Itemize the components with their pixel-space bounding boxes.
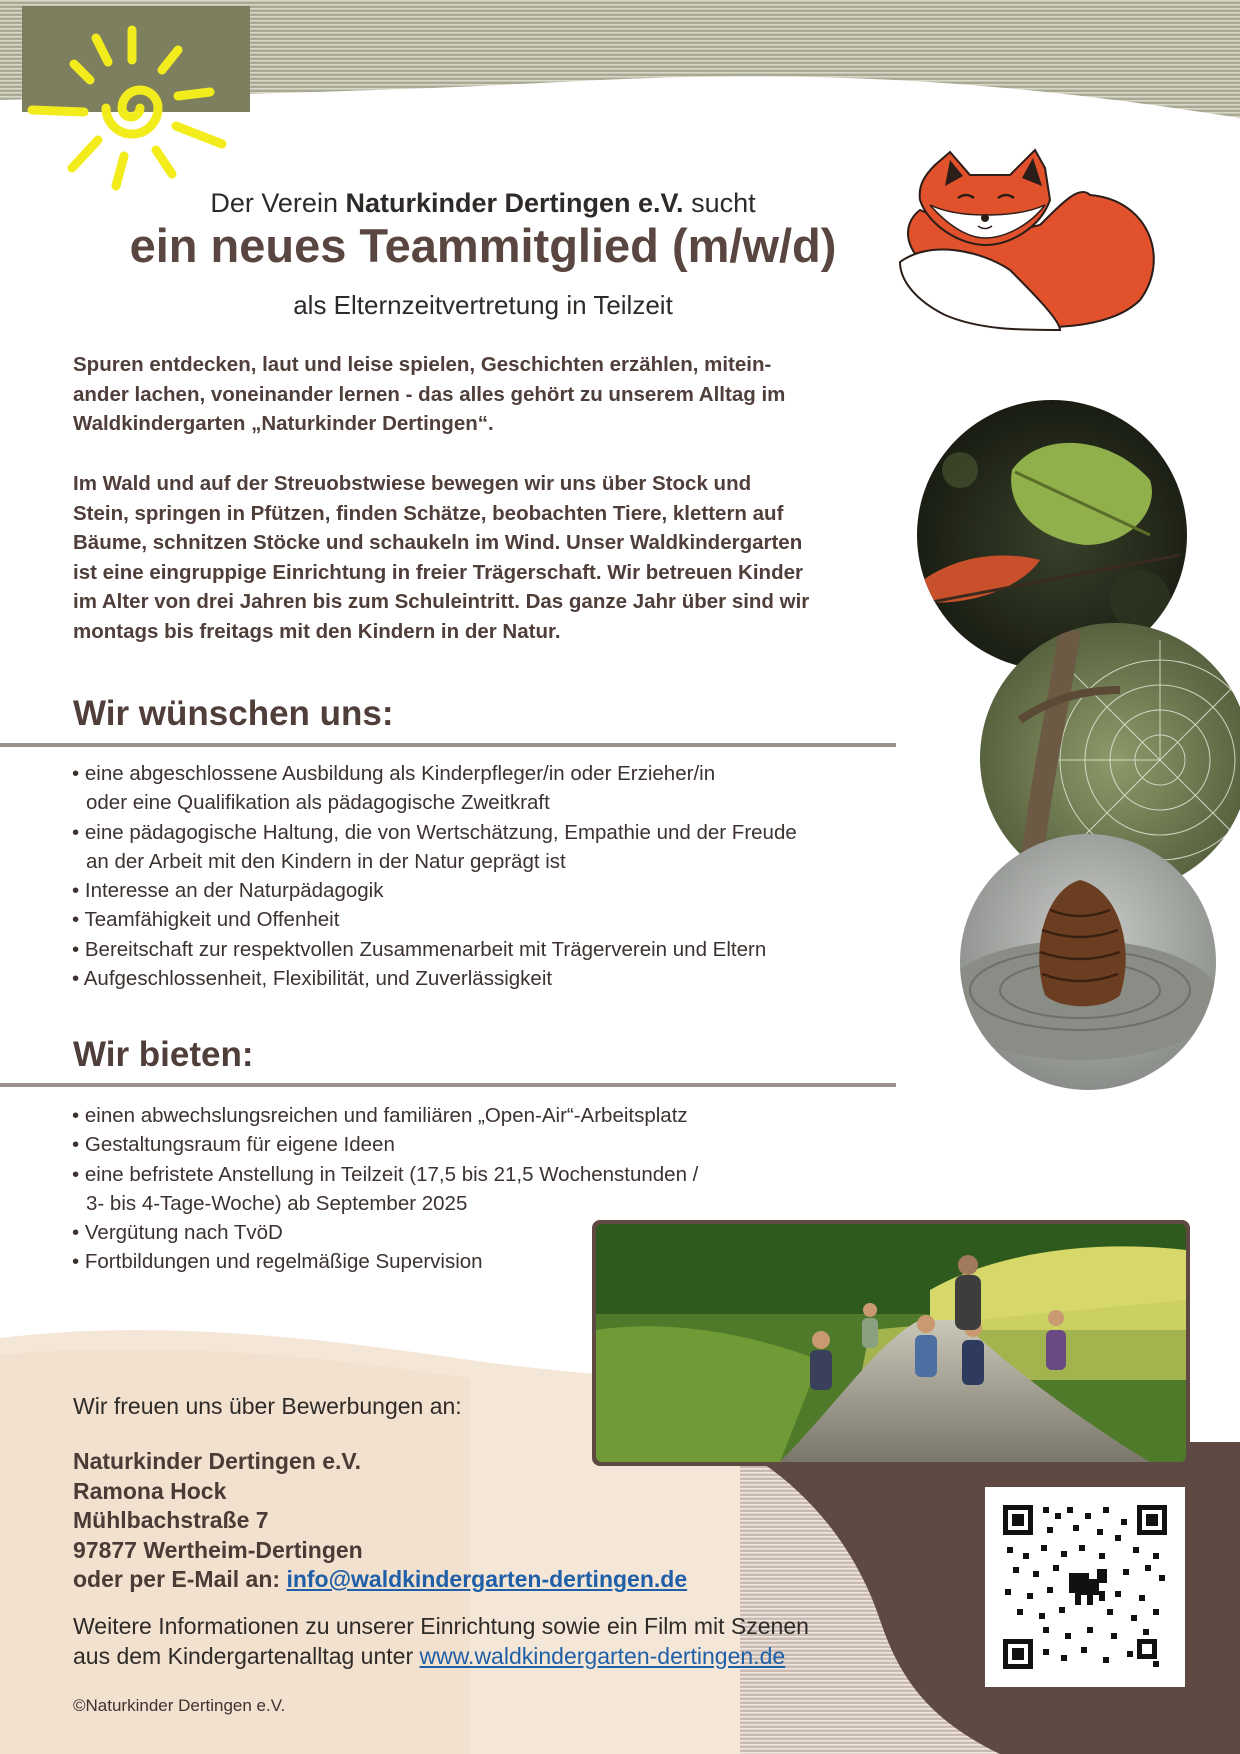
list-item-text: eine pädagogische Haltung, die von Wertschätzung, Empathie und der Freude bbox=[84, 820, 797, 844]
list-item-text: an der Arbeit mit den Kindern in der Natur geprägt ist bbox=[86, 849, 566, 873]
email-prefix: oder per E-Mail an: bbox=[73, 1566, 287, 1592]
contact-city: 97877 Wertheim-Dertingen bbox=[73, 1536, 363, 1563]
list-item-text: oder eine Qualifikation als pädagogische Zweitkraft bbox=[86, 791, 550, 815]
paragraph-line: ander lachen, voneinander lernen - das alles gehört zu unserem Alltag im bbox=[73, 382, 786, 406]
list-item bbox=[72, 876, 912, 905]
subtitle: als Elternzeitvertretung in Teilzeit bbox=[293, 290, 673, 320]
paragraph-line: montags bis freitags mit den Kindern in der Natur. bbox=[73, 619, 561, 643]
contact-email-line bbox=[73, 1565, 687, 1595]
contact-org: Naturkinder Dertingen e.V. bbox=[73, 1448, 362, 1474]
list-item-text: eine abgeschlossene Ausbildung als Kinderpfleger/in oder Erzieher/in bbox=[84, 762, 716, 785]
fox-icon bbox=[900, 150, 1154, 330]
intro-prefix: Der Verein bbox=[210, 188, 346, 218]
paragraph-line: Spuren entdecken, laut und leise spielen, Geschichten erzählen, mitein- bbox=[73, 353, 772, 376]
intro-line bbox=[73, 188, 893, 219]
list-item-text: Fortbildungen und regelmäßige Supervision bbox=[84, 1250, 483, 1274]
page-title: ein neues Teammitglied (m/w/d) bbox=[129, 219, 837, 272]
contact-street: Mühlbachstraße 7 bbox=[73, 1507, 269, 1533]
description-paragraph bbox=[73, 469, 908, 646]
more-info-prefix: aus dem Kindergartenalltag unter bbox=[73, 1642, 420, 1669]
email-link[interactable]: info@waldkindergarten-dertingen.de bbox=[286, 1566, 688, 1592]
list-item-text: Interesse an der Naturpädagogik bbox=[84, 879, 384, 903]
list-item bbox=[72, 905, 912, 934]
paragraph-line: Bäume, schnitzen Stöcke und schaukeln im Wind. Unser Waldkindergarten bbox=[73, 531, 803, 554]
offers-list bbox=[72, 1101, 912, 1277]
list-item-text: eine befristete Anstellung in Teilzeit (17,5 bis 21,5 Wochenstunden / bbox=[84, 1162, 699, 1186]
list-item bbox=[72, 818, 912, 877]
contact-address bbox=[73, 1447, 687, 1595]
contact-person: Ramona Hock bbox=[73, 1477, 227, 1504]
more-info-line: Weitere Informationen zu unserer Einrichtung sowie ein Film mit Szenen bbox=[73, 1613, 809, 1639]
wishes-divider bbox=[0, 743, 896, 747]
list-item bbox=[72, 1160, 912, 1219]
list-item bbox=[72, 935, 912, 964]
paragraph-line: ist eine eingruppige Einrichtung in freier Trägerschaft. Wir betreuen Kinder bbox=[73, 560, 803, 584]
list-item-text: einen abwechslungsreichen und familiären „Open-Air“-Arbeitsplatz bbox=[84, 1104, 688, 1127]
website-link[interactable]: www.waldkindergarten-dertingen.de bbox=[419, 1642, 786, 1669]
wishes-list bbox=[72, 759, 912, 993]
intro-paragraph bbox=[73, 350, 908, 439]
more-info-line bbox=[73, 1642, 913, 1672]
apply-text: Wir freuen uns über Bewerbungen an: bbox=[73, 1393, 462, 1419]
list-item-text: Aufgeschlossenheit, Flexibilität, und Zuverlässigkeit bbox=[83, 967, 553, 991]
more-info bbox=[73, 1612, 913, 1671]
list-item bbox=[72, 1101, 912, 1130]
paragraph-line: Stein, springen in Pfützen, finden Schätze, beobachten Tiere, klettern auf bbox=[73, 501, 784, 525]
list-item-text: Teamfähigkeit und Offenheit bbox=[84, 908, 340, 932]
offers-heading: Wir bieten: bbox=[73, 1035, 254, 1074]
list-item-text: 3- bis 4-Tage-Woche) ab September 2025 bbox=[86, 1191, 468, 1215]
list-item bbox=[72, 1130, 912, 1159]
paragraph-line: Im Wald und auf der Streuobstwiese bewegen wir uns über Stock und bbox=[73, 472, 752, 495]
list-item-text: Gestaltungsraum für eigene Ideen bbox=[84, 1133, 395, 1157]
intro-suffix: sucht bbox=[683, 188, 756, 218]
list-item bbox=[72, 964, 912, 993]
offers-divider bbox=[0, 1083, 896, 1087]
list-item bbox=[72, 1247, 912, 1276]
intro-org-name: Naturkinder Dertingen e.V. bbox=[345, 188, 684, 218]
list-item-text: Vergütung nach TvöD bbox=[84, 1221, 283, 1245]
paragraph-line: Waldkindergarten „Naturkinder Dertingen“. bbox=[73, 412, 494, 435]
list-item bbox=[72, 1218, 912, 1247]
wishes-heading: Wir wünschen uns: bbox=[73, 694, 394, 733]
paragraph-line: im Alter von drei Jahren bis zum Schuleintritt. Das ganze Jahr über sind wir bbox=[73, 590, 810, 613]
copyright: ©Naturkinder Dertingen e.V. bbox=[73, 1696, 286, 1715]
list-item bbox=[72, 759, 912, 818]
list-item-text: Bereitschaft zur respektvollen Zusammenarbeit mit Trägerverein und Eltern bbox=[84, 937, 767, 961]
